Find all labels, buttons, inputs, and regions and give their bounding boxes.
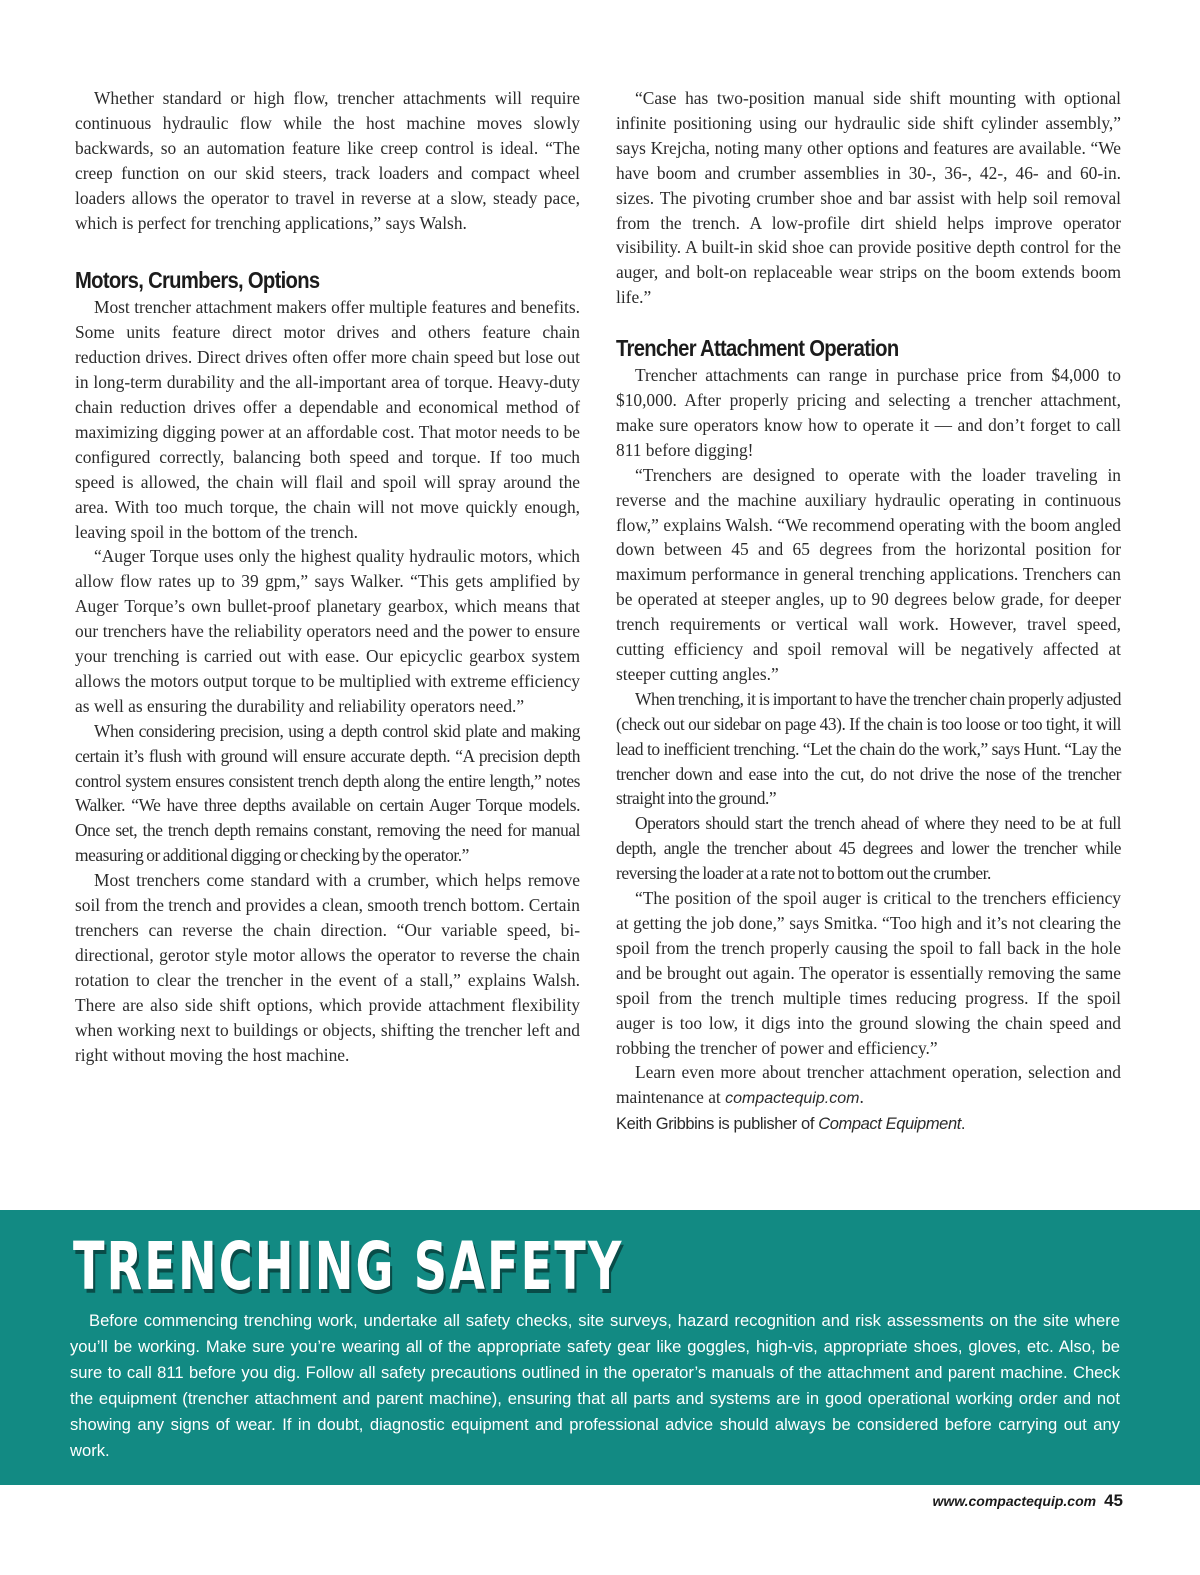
body-paragraph: “Auger Torque uses only the highest quality hydraulic motors, which allow flow rates up to 39 gpm,” says Walker. “This gets amplified by Auger Torque’s own bullet-proof planetary gearbox, which means that our trenchers have the reliability operators need and the power to ensure your trenching is carried out with ease. Our epicyclic gearbox system allows the motors output torque to be multiplied with extreme efficiency as well as ensuring the durability and reliability operators need.” — [75, 546, 580, 716]
safety-sidebar-title: TRENCHING SAFETY — [73, 1228, 624, 1305]
website-link[interactable]: compactequip.com — [725, 1090, 860, 1108]
body-paragraph: Whether standard or high flow, trencher attachments will require continuous hydraulic flow while the host machine moves slowly backwards, so an automation feature like creep control is ideal. “The creep function on our skid steers, track loaders and compact wheel loaders allows the operator to travel in reverse at a slow, steady pace, which is perfect for trenching applications,” says Walsh. — [75, 88, 580, 233]
byline-text: Keith Gribbins is publisher of — [616, 1115, 815, 1134]
byline-period: . — [960, 1115, 966, 1134]
publication-name: Compact Equipment — [818, 1115, 961, 1134]
body-paragraph: Operators should start the trench ahead of where they need to be at full depth, angle the trencher about 45 degrees and lower the trencher while reversing the loader at a rate not to bottom out the crumber. — [616, 813, 1121, 884]
page-footer — [932, 1491, 1123, 1511]
author-byline — [616, 1112, 1121, 1137]
right-column — [616, 86, 1121, 1137]
body-paragraph — [616, 1060, 1121, 1112]
body-paragraph: “The position of the spoil auger is critical to the trenchers efficiency at getting the job done,” says Smitka. “Too high and it’s not clearing the spoil from the trench properly causing the spoil to fall back in the hole and be brought out again. The operator is essentially removing the same spoil from the trench multiple times reducing progress. If the spoil auger is too low, it digs into the ground slowing the chain speed and robbing the trencher of power and efficiency.” — [616, 888, 1121, 1058]
body-paragraph: “Trenchers are designed to operate with the loader traveling in reverse and the machine auxiliary hydraulic operating in continuous flow,” explains Walsh. “We recommend operating with the boom angled down between 45 and 65 degrees from the horizontal position for maximum performance in general trenching applications. Trenchers can be operated at steeper angles, up to 90 degrees below grade, for deeper trench requirements or vertical wall work. However, travel speed, cutting efficiency and spoil removal will be negatively affected at steeper cutting angles.” — [616, 464, 1121, 684]
section-heading-operation: Trencher Attachment Operation — [616, 335, 899, 362]
safety-sidebar — [0, 1210, 1200, 1485]
closing-text: Learn even more about trencher attachment operation, selection and maintenance at — [616, 1062, 1121, 1108]
body-paragraph: Most trencher attachment makers offer multiple features and benefits. Some units feature direct motor drives and others feature chain reduction drives. Direct drives often offer more chain speed but lose out in long-term durability and the all-important area of torque. Heavy-duty chain reduction drives offer a dependable and economical method of maximizing digging power at an affordable cost. That motor needs to be configured correctly, balancing both speed and torque. If too much speed is allowed, the chain will flail and spoil will spray around the area. With too much torque, the chain will not move quickly enough, leaving spoil in the bottom of the trench. — [75, 297, 580, 542]
page-number: 45 — [1104, 1491, 1123, 1510]
body-paragraph: Most trenchers come standard with a crumber, which helps remove soil from the trench and provides a clean, smooth trench bottom. Certain trenchers can reverse the chain direction. “Our variable speed, bi-directional, gerotor style motor allows the operator to reverse the chain rotation to clear the trencher in the event of a stall,” explains Walsh. There are also side shift options, which provide attachment flexibility when working next to buildings or objects, shifting the trencher left and right without moving the host machine. — [75, 870, 580, 1065]
left-column — [75, 86, 580, 1067]
body-paragraph: Trencher attachments can range in purchase price from $4,000 to $10,000. After properly pricing and selecting a trencher attachment, make sure operators know how to operate it — and don’t forget to call 811 before digging! — [616, 365, 1121, 460]
safety-sidebar-text: Before commencing trenching work, undertake all safety checks, site surveys, hazard recognition and risk assessments on the site where you’ll be working. Make sure you’re wearing all of the appropriate safety gear like goggles, high-vis, appropriate shoes, gloves, etc. Also, be sure to call 811 before you dig. Follow all safety precautions outlined in the operator’s manuals of the attachment and parent machine. Check the equipment (trencher attachment and parent machine), ensuring that all parts and systems are in good operational working order and not showing any signs of wear. If in doubt, diagnostic equipment and professional advice should always be considered before carrying out any work. — [70, 1311, 1120, 1460]
body-paragraph: When trenching, it is important to have the trencher chain properly adjusted (check out our sidebar on page 43). If the chain is too loose or too tight, it will lead to inefficient trenching. “Let the chain do the work,” says Hunt. “Lay the trencher down and ease into the cut, do not drive the nose of the trencher straight into the ground.” — [616, 688, 1121, 809]
footer-url[interactable]: www.compactequip.com — [932, 1493, 1097, 1509]
closing-period: . — [859, 1087, 864, 1108]
section-heading-motors: Motors, Crumbers, Options — [75, 267, 320, 294]
body-paragraph: When considering precision, using a depth control skid plate and making certain it’s flush with ground will ensure accurate depth. “A precision depth control system ensures consistent trench depth along the entire length,” notes Walker. “We have three depths available on certain Auger Torque models. Once set, the trench depth remains constant, removing the need for manual measuring or additional digging or checking by the operator.” — [75, 720, 580, 866]
body-paragraph: “Case has two-position manual side shift mounting with optional infinite positioning using our hydraulic side shift cylinder assembly,” says Krejcha, noting many other options and features are available. “We have boom and crumber assemblies in 30-, 36-, 42-, 46- and 60-in. sizes. The pivoting crumber shoe and bar assist with help soil removal from the trench. A low-profile dirt shield helps improve operator visibility. A built-in skid shoe can provide positive depth control for the auger, and bolt-on replaceable wear strips on the boom extends boom life.” — [616, 88, 1121, 308]
